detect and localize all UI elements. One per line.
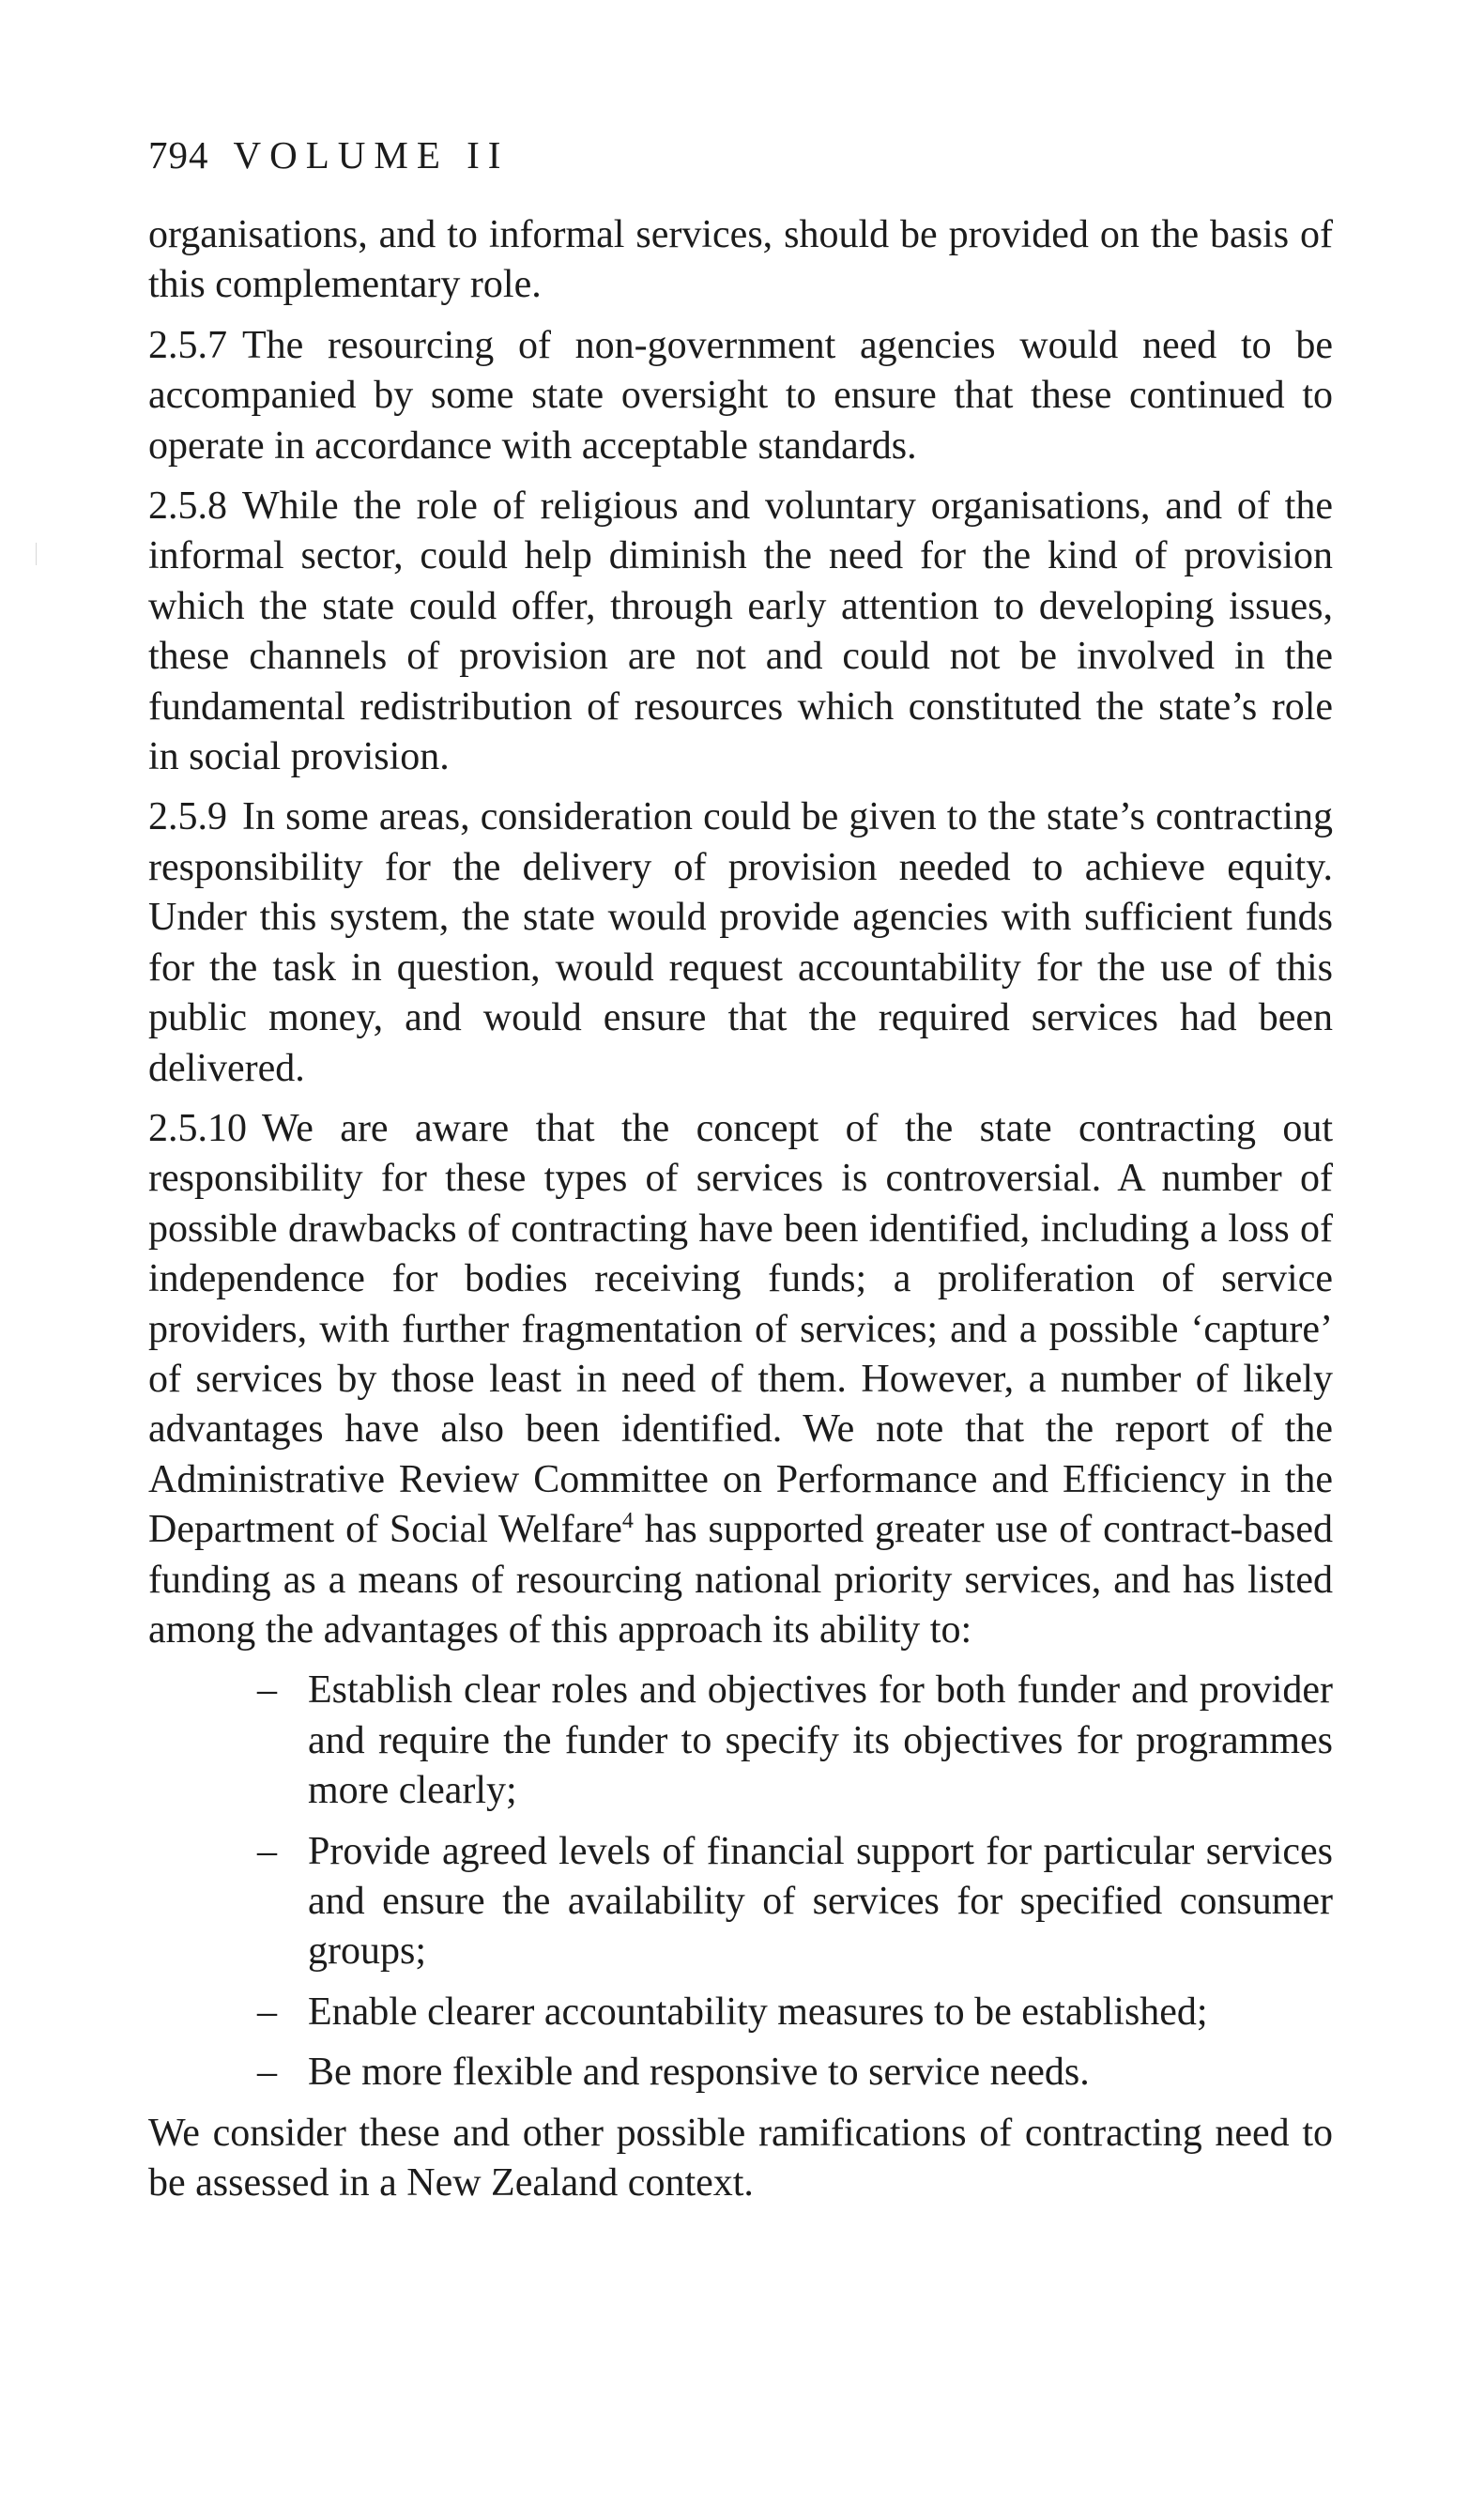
paragraph-text: We are aware that the concept of the state contracting out responsibility for these types of services is controversial. A number of possible drawbacks of contracting have been identified, including a loss of independence for bodies receiving funds; a proliferation of service providers, with further fragmentation of services; and a possible ‘capture’ of services by those least in need of them. However, a number of likely advantages have also been identified. We note that the report of the Administrative Review Committee on Performance and Efficiency in the Department of Social Welfare [148, 1106, 1333, 1552]
paragraph-2-5-10 [148, 1104, 1333, 1655]
paragraph-text: While the role of religious and voluntary organisations, and of the informal sector, could help diminish the need for the kind of provision which the state could offer, through early attention to developing issues, these channels of provision are not and could not be involved in the fundamental redistribution of resources which constituted the state’s role in social provision. [148, 484, 1333, 779]
list-item-text: Establish clear roles and objectives for both funder and provider and require the funder to specify its objectives for programmes more clearly; [308, 1668, 1333, 1813]
advantages-list [148, 1666, 1333, 2098]
list-item [257, 1827, 1333, 1977]
running-header [148, 130, 509, 180]
footnote-reference: 4 [621, 1509, 634, 1534]
closing-paragraph [148, 2109, 1333, 2209]
paragraph-number: 2.5.10 [148, 1106, 247, 1150]
paragraph-2-5-8 [148, 482, 1333, 782]
page-number: 794 [148, 133, 209, 177]
volume-label: VOLUME II [233, 133, 510, 177]
list-item-text: Provide agreed levels of financial support for particular services and ensure the availability of services for specified consumer groups; [308, 1829, 1333, 1974]
paragraph-text: The resourcing of non-government agencies would need to be accompanied by some state oversight to ensure that these continued to operate in accordance with acceptable standards. [148, 323, 1333, 468]
list-item-text: Be more flexible and responsive to service needs. [308, 2051, 1090, 2095]
list-item-text: Enable clearer accountability measures to be established; [308, 1990, 1208, 2034]
list-item [257, 2048, 1333, 2098]
margin-scan-mark [36, 543, 37, 565]
list-dash: – [257, 1990, 277, 2034]
body-text [148, 210, 1333, 2219]
paragraph-2-5-7 [148, 321, 1333, 471]
list-dash: – [257, 1668, 277, 1713]
list-item [257, 1988, 1333, 2037]
paragraph-number: 2.5.8 [148, 484, 227, 529]
list-dash: – [257, 2051, 277, 2095]
paragraph-text: We consider these and other possible ramifications of contracting need to be assessed in a New Zealand context. [148, 2111, 1333, 2205]
paragraph-number: 2.5.7 [148, 323, 227, 367]
paragraph-continuation [148, 210, 1333, 311]
paragraph-text-continued: has supported greater use of contract-based funding as a means of resourcing national priority services, and has listed among the advantages of this approach its ability to: [148, 1508, 1333, 1652]
list-item [257, 1666, 1333, 1816]
paragraph-2-5-9 [148, 792, 1333, 1093]
paragraph-text: In some areas, consideration could be given to the state’s contracting responsibility for the delivery of provision needed to achieve equity. Under this system, the state would provide agencies with sufficient funds for the task in question, would request accountability for the use of this public money, and would ensure that the required services had been delivered. [148, 795, 1333, 1090]
list-dash: – [257, 1829, 277, 1873]
paragraph-number: 2.5.9 [148, 795, 227, 839]
paragraph-text: organisations, and to informal services, should be provided on the basis of this complementary role. [148, 213, 1333, 307]
